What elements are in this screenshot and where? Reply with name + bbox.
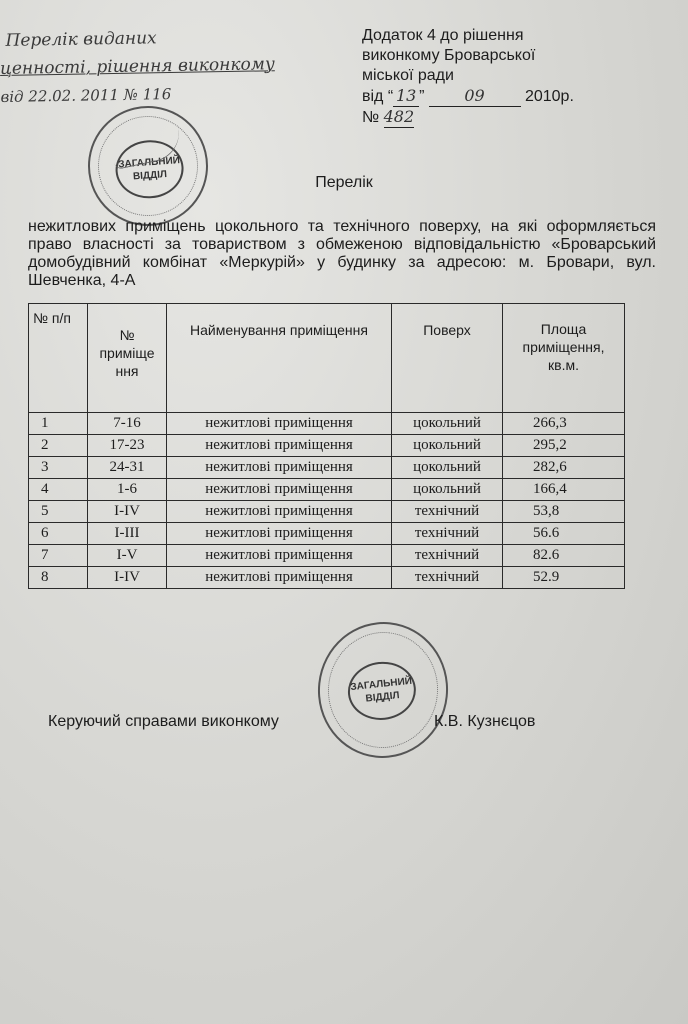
- cell-no: 6: [29, 523, 88, 545]
- table-header-row: [29, 304, 625, 413]
- cell-room: I-IV: [88, 501, 167, 523]
- cell-area: 53,8: [503, 501, 625, 523]
- cell-no: 4: [29, 479, 88, 501]
- cell-room: 24-31: [88, 457, 167, 479]
- cell-area: 82.6: [503, 545, 625, 567]
- appendix-line-3: міської ради: [362, 67, 454, 84]
- appendix-header: [362, 26, 662, 128]
- cell-room: 1-6: [88, 479, 167, 501]
- cell-floor: технічний: [392, 545, 503, 567]
- appendix-line-1: Додаток 4 до рішення: [362, 27, 524, 44]
- cell-floor: технічний: [392, 567, 503, 589]
- header-room-no: № приміще ння: [88, 304, 167, 413]
- cell-floor: цокольний: [392, 457, 503, 479]
- cell-room: 7-16: [88, 413, 167, 435]
- cell-room: 17-23: [88, 435, 167, 457]
- table-row: [29, 523, 625, 545]
- number-prefix: №: [362, 109, 380, 126]
- cell-floor: цокольний: [392, 479, 503, 501]
- stamp-line-2: ВІДДІЛ: [365, 690, 401, 705]
- date-month: 09: [429, 86, 521, 107]
- cell-name: нежитлові приміщення: [167, 457, 392, 479]
- document-title: Перелік: [315, 174, 373, 191]
- cell-area: 295,2: [503, 435, 625, 457]
- table-row: [29, 479, 625, 501]
- stamp-inner: [345, 658, 419, 723]
- cell-no: 3: [29, 457, 88, 479]
- cell-floor: цокольний: [392, 413, 503, 435]
- table-row: [29, 413, 625, 435]
- cell-area: 282,6: [503, 457, 625, 479]
- cell-name: нежитлові приміщення: [167, 545, 392, 567]
- cell-area: 266,3: [503, 413, 625, 435]
- premises-table: [28, 303, 625, 589]
- cell-room: I-IV: [88, 567, 167, 589]
- signatory-name: К.В. Кузнєцов: [434, 713, 536, 730]
- cell-name: нежитлові приміщення: [167, 523, 392, 545]
- cell-no: 1: [29, 413, 88, 435]
- appendix-date: [362, 86, 662, 107]
- table-row: [29, 567, 625, 589]
- table-row: [29, 435, 625, 457]
- date-year: 2010р.: [524, 88, 574, 105]
- cell-floor: технічний: [392, 501, 503, 523]
- cell-name: нежитлові приміщення: [167, 501, 392, 523]
- cell-area: 166,4: [503, 479, 625, 501]
- number-value: 482: [383, 107, 415, 126]
- header-no: № п/п: [29, 304, 88, 413]
- cell-floor: технічний: [392, 523, 503, 545]
- handwritten-line-3: від 22.02. 2011 № 116: [0, 85, 172, 107]
- cell-area: 52.9: [503, 567, 625, 589]
- cell-name: нежитлові приміщення: [167, 413, 392, 435]
- cell-name: нежитлові приміщення: [167, 567, 392, 589]
- cell-room: I-V: [88, 545, 167, 567]
- cell-floor: цокольний: [392, 435, 503, 457]
- cell-no: 8: [29, 567, 88, 589]
- handwritten-line-2: ценності, рішення виконкому: [0, 54, 275, 80]
- cell-name: нежитлові приміщення: [167, 479, 392, 501]
- handwritten-line-1: Перелік виданих: [5, 28, 157, 51]
- table-row: [29, 457, 625, 479]
- cell-area: 56.6: [503, 523, 625, 545]
- cell-room: I-III: [88, 523, 167, 545]
- appendix-number: [362, 107, 662, 128]
- appendix-line-2: виконкому Броварської: [362, 47, 536, 64]
- stamp-general-department-footer: [311, 616, 455, 765]
- stamp-general-department: [80, 98, 216, 234]
- date-mid: ”: [419, 88, 425, 105]
- stamp-line-1: ЗАГАЛЬНИЙ: [117, 155, 181, 171]
- cell-no: 7: [29, 545, 88, 567]
- handwritten-note: [0, 21, 346, 111]
- header-floor: Поверх: [392, 304, 503, 413]
- stamp-line-1: ЗАГАЛЬНИЙ: [349, 675, 413, 694]
- cell-no: 5: [29, 501, 88, 523]
- table-row: [29, 545, 625, 567]
- intro-paragraph: нежитлових приміщень цокольного та технічного поверху, на які оформляється право власності за товариством з обмеженою відповідальністю «Броварський домобудівний комбінат «Меркурій» у будинку за адресою: м. Бровари, вул. Шевченка, 4-А: [28, 218, 656, 289]
- cell-no: 2: [29, 435, 88, 457]
- header-name: Найменування приміщення: [167, 304, 392, 413]
- table-row: [29, 501, 625, 523]
- stamp-line-2: ВІДДІЛ: [132, 169, 168, 183]
- date-prefix: від “: [362, 88, 394, 105]
- signatory-position: Керуючий справами виконкому: [48, 713, 279, 730]
- cell-name: нежитлові приміщення: [167, 435, 392, 457]
- date-day: 13: [393, 86, 419, 107]
- header-area: Площа приміщення, кв.м.: [503, 304, 625, 413]
